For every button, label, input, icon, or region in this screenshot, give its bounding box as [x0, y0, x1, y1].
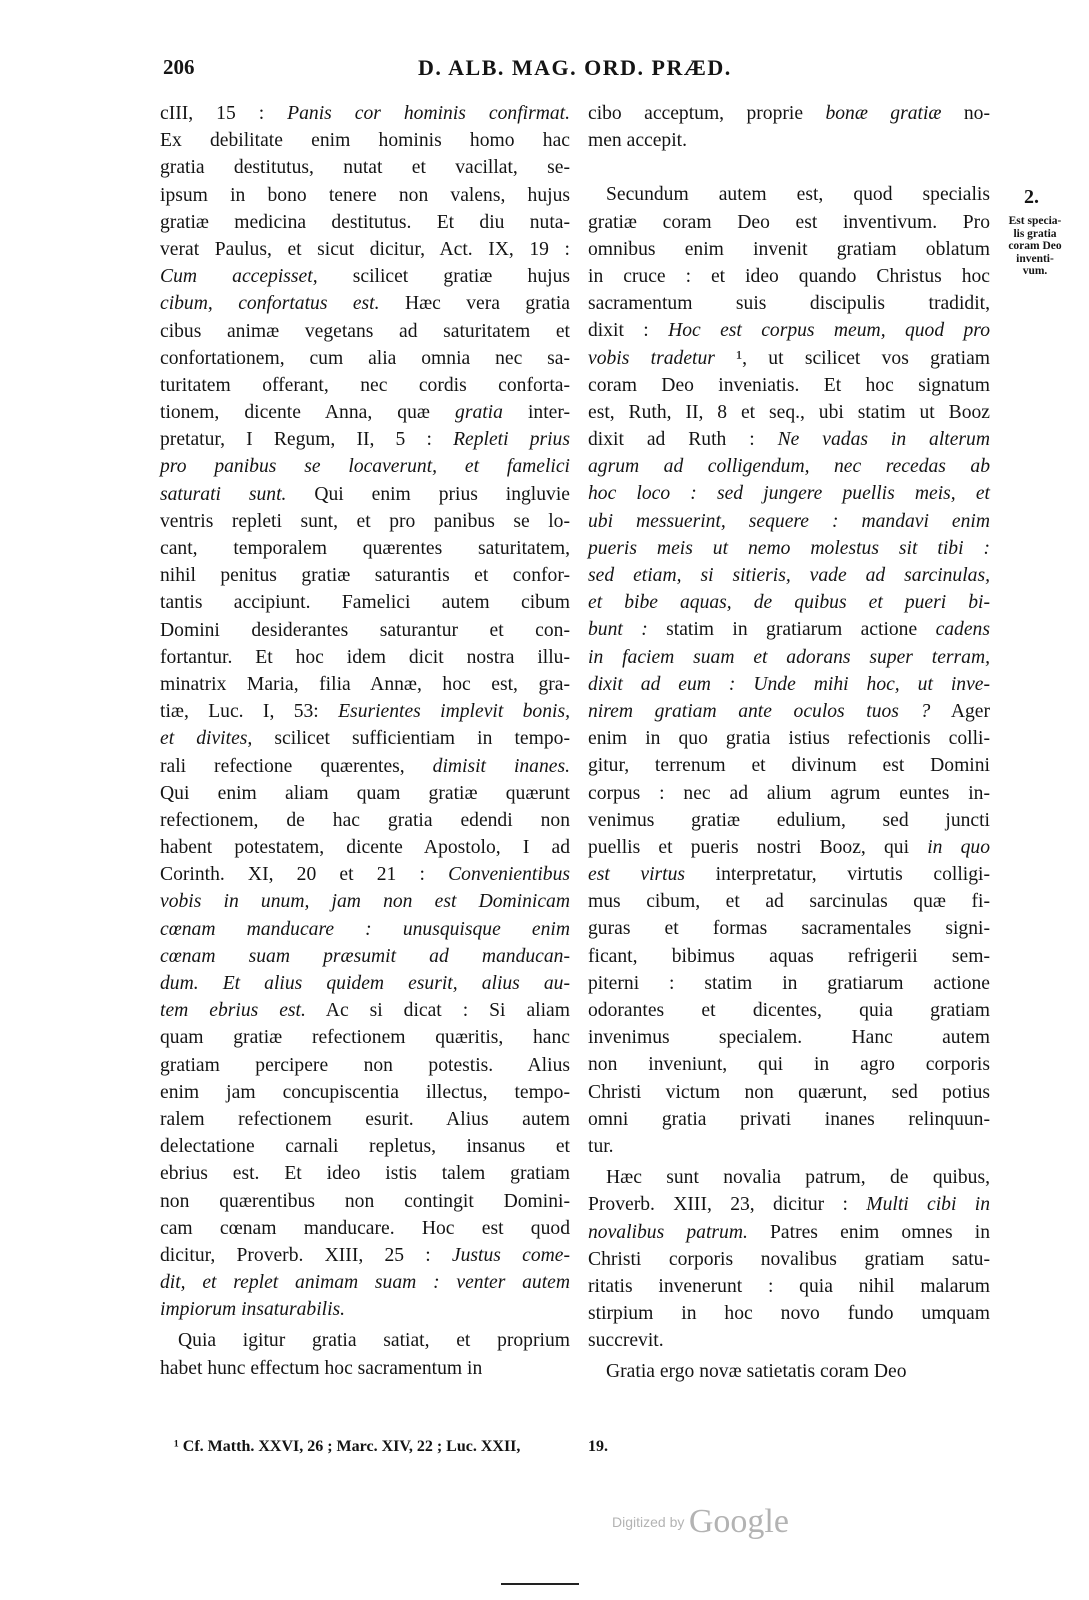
text-segment: coram Deo inveniatis. Et hoc signatum [588, 374, 990, 396]
bottom-rule [501, 1583, 579, 1585]
text-line [160, 263, 570, 290]
italic-text: Cum accepisset, [160, 266, 318, 288]
text-segment: scilicet sufficientiam in tempo- [252, 728, 570, 750]
italic-text: bonæ gratiæ [825, 103, 942, 124]
italic-text: tem ebrius est. [160, 1000, 306, 1022]
text-line [588, 1219, 990, 1246]
text-segment: omnibus enim invenit gratiam oblatum [588, 238, 990, 260]
text-line [160, 671, 570, 698]
text-line [160, 780, 570, 807]
text-line [160, 1052, 570, 1079]
text-segment: sacramentum suis discipulis tradidit, [588, 293, 990, 315]
text-segment: Qui enim aliam quam gratiæ quærunt [160, 782, 570, 804]
text-line [160, 753, 570, 780]
text-line [588, 562, 990, 589]
text-line [588, 888, 990, 915]
text-line [160, 1355, 570, 1382]
italic-text: vobis tradetur [588, 347, 715, 369]
text-line [160, 345, 570, 372]
text-line [588, 1358, 990, 1385]
text-segment: Christi corporis novalibus gratiam satu- [588, 1248, 990, 1270]
text-segment: no- [941, 103, 990, 124]
italic-text: Justus come- [451, 1244, 570, 1266]
text-segment: omni gratia privati inanes relinquun- [588, 1108, 990, 1130]
italic-text: ubi messuerint, sequere : mandavi enim [588, 510, 990, 532]
text-segment: non inveniunt, qui in agro corporis [588, 1054, 990, 1076]
text-segment: Ac si dicat : Si aliam [305, 1000, 570, 1022]
text-line [588, 535, 990, 562]
text-segment: cibo acceptum, proprie [588, 103, 826, 124]
text-line [588, 752, 990, 779]
text-line [160, 318, 570, 345]
text-segment: gratia destitutus, nutat et vacillat, se- [160, 157, 570, 179]
italic-text: Repleti prius [453, 429, 570, 451]
text-segment: dixit ad Ruth : [588, 429, 778, 451]
italic-text: Ne vadas in alterum [777, 429, 991, 451]
text-segment: tantis accipiunt. Famelici autem cibum [160, 592, 570, 614]
text-line [160, 698, 570, 725]
text-line [588, 317, 990, 344]
text-segment: odorantes et dicentes, quia gratiam [588, 1000, 990, 1021]
text-line [588, 1327, 990, 1354]
italic-text: gratia [455, 402, 503, 424]
text-line [160, 1133, 570, 1160]
italic-text: hoc loco : sed jungere puellis meis, et [588, 483, 990, 505]
text-segment: enim jam concupiscentia illectus, tempo- [160, 1081, 570, 1103]
text-line [160, 535, 570, 562]
text-line [588, 807, 990, 834]
italic-text: agrum ad colligendum, nec recedas ab [588, 456, 990, 478]
text-segment: Secundum autem est, quod specialis [606, 184, 990, 206]
text-segment: delectatione carnali repletus, insanus et [160, 1136, 570, 1158]
text-segment: guras et formas sacramentales signi- [588, 918, 990, 940]
italic-text: et divites, [160, 728, 253, 750]
text-segment: nihil penitus gratiæ saturantis et confor- [160, 565, 570, 587]
text-line [588, 1246, 990, 1273]
italic-text: dit, et replet animam suam : venter autem [160, 1272, 570, 1294]
text-line [160, 644, 570, 671]
text-segment: in cruce : et ideo quando Christus hoc [588, 265, 990, 287]
text-segment: tionem, dicente Anna, quæ [160, 402, 456, 424]
text-line [160, 399, 570, 426]
text-line [160, 997, 570, 1024]
text-segment: Patres enim omnes in [747, 1221, 990, 1243]
italic-text: in quo [927, 836, 991, 858]
italic-text: dixit ad eum : Unde mihi hoc, ut inve- [588, 673, 990, 695]
text-segment: interpretatur, virtutis colligi- [685, 864, 991, 886]
text-segment: cant, temporalem quærentes saturitatem, [160, 538, 570, 559]
text-segment: ventris repleti sunt, et pro panibus se lo- [160, 510, 570, 532]
text-line [160, 236, 570, 263]
text-line [160, 861, 570, 888]
italic-text: et bibe aquas, de quibus et pueri bi- [588, 592, 990, 614]
margin-note-line: lis gratia [1013, 227, 1057, 240]
text-segment: Qui enim prius ingluvie [286, 483, 570, 505]
text-segment: habent potestatem, dicente Apostolo, I ad [160, 837, 570, 859]
italic-text: est virtus [588, 864, 686, 886]
margin-note-line: vum. [1022, 265, 1048, 277]
text-segment: pretatur, I Regum, II, 5 : [160, 429, 454, 451]
text-segment: gratiam percipere non potestis. Alius [160, 1054, 570, 1076]
text-line [588, 236, 990, 263]
text-segment: Proverb. XIII, 23, dicitur : [588, 1194, 867, 1216]
text-line [160, 453, 570, 480]
text-segment: tiæ, Luc. I, 53: [160, 701, 339, 723]
left-text-column [160, 100, 570, 1382]
text-segment: Hæc sunt novalia patrum, de quibus, [606, 1167, 990, 1189]
text-line [160, 481, 570, 508]
text-segment: fortantur. Et hoc idem dicit nostra illu- [160, 646, 570, 668]
text-segment: piterni : statim in gratiarum actione [588, 972, 990, 994]
text-segment: ralem refectionem esurit. Alius autem [160, 1108, 570, 1130]
text-line [160, 1079, 570, 1106]
margin-note-line: coram Deo [1008, 240, 1062, 252]
italic-text: cadens [935, 619, 990, 641]
text-line [160, 290, 570, 317]
running-head: D. ALB. MAG. ORD. PRÆD. [418, 55, 732, 80]
text-segment: Hæc vera gratia [379, 293, 570, 315]
text-line [588, 1133, 990, 1160]
text-line [160, 127, 570, 154]
text-line [588, 1079, 990, 1106]
text-line [588, 644, 990, 671]
text-segment: Gratia ergo novæ satietatis coram Deo [606, 1361, 907, 1383]
italic-text: bunt : [588, 619, 648, 641]
text-line [588, 698, 990, 725]
footnote: ¹ Cf. Matth. XXVI, 26 ; Marc. XIV, 22 ; Luc. XXII, [174, 1438, 521, 1455]
text-line [588, 915, 990, 942]
text-line [160, 508, 570, 535]
text-line [160, 1106, 570, 1133]
margin-section-number: 2. [1024, 186, 1039, 208]
text-line [588, 100, 990, 127]
text-line [588, 1191, 990, 1218]
text-segment: scilicet gratiæ hujus [317, 266, 570, 288]
italic-text: saturati sunt. [160, 483, 287, 505]
italic-text: cibum, confortatus est. [160, 293, 380, 315]
text-line [588, 589, 990, 616]
signature-mark: 19. [588, 1438, 608, 1455]
text-line [588, 1300, 990, 1327]
text-line [160, 916, 570, 943]
text-line [588, 970, 990, 997]
page-header [0, 55, 1089, 85]
text-line [160, 1296, 570, 1323]
text-line [588, 725, 990, 752]
text-segment: Christi victum non quærunt, sed potius [588, 1081, 990, 1103]
text-line [160, 100, 570, 127]
text-line [588, 780, 990, 807]
italic-text: sed etiam, si sitieris, vade ad sarcinulas, [588, 565, 990, 586]
text-segment: venimus gratiæ edulium, sed juncti [588, 809, 990, 831]
text-line [160, 182, 570, 209]
text-line [160, 562, 570, 589]
text-line [588, 508, 990, 535]
italic-text: cœnam manducare : unusquisque enim [160, 918, 570, 940]
text-segment: mus cibum, et ad sarcinulas quæ fi- [588, 891, 990, 913]
text-segment: enim in quo gratia istius refectionis colli- [588, 728, 990, 750]
text-segment: inter- [502, 402, 571, 424]
text-segment: gitur, terrenum et divinum est Domini [588, 755, 990, 777]
text-line [160, 589, 570, 616]
text-line [588, 834, 990, 861]
text-line [160, 1242, 570, 1269]
italic-text: Hoc est corpus meum, quod pro [668, 320, 990, 342]
text-segment: ¹, ut scilicet vos gratiam [714, 347, 991, 369]
text-segment: tur. [588, 1135, 614, 1157]
text-line [588, 616, 990, 643]
text-segment: minatrix Maria, filia Annæ, hoc est, gra- [160, 673, 570, 695]
text-segment: Corinth. XI, 20 et 21 : [160, 864, 449, 886]
italic-text: Panis cor hominis confirmat. [287, 103, 570, 124]
text-line [588, 181, 990, 208]
text-segment: quam gratiæ refectionem quæritis, hanc [160, 1027, 570, 1049]
text-line [588, 290, 990, 317]
text-segment: cam cœnam manducare. Hoc est quod [160, 1217, 570, 1239]
italic-text: nirem gratiam ante oculos tuos ? [588, 700, 931, 722]
text-line [160, 970, 570, 997]
italic-text: dum. Et alius quidem esurit, alius au- [160, 973, 570, 994]
italic-text: pueris meis ut nemo molestus sit tibi : [588, 537, 990, 559]
text-segment: dixit : [588, 320, 669, 342]
text-segment: ficant, bibimus aquas refrigerii sem- [588, 945, 990, 967]
margin-note-line: inventi- [1016, 252, 1054, 265]
italic-text: pro panibus se locaverunt, et famelici [160, 456, 570, 478]
text-line [160, 1160, 570, 1187]
text-segment: cibus animæ vegetans ad saturitatem et [160, 320, 570, 342]
text-segment: gratiæ medicina destitutus. Et diu nuta- [160, 211, 570, 233]
text-line [588, 426, 990, 453]
text-segment: turitatem offerant, nec cordis conforta- [160, 374, 570, 396]
text-segment: dicitur, Proverb. XIII, 25 : [160, 1244, 452, 1266]
text-segment: ritatis invenerunt : quia nihil malarum [588, 1275, 990, 1297]
text-line [588, 861, 990, 888]
text-line [588, 671, 990, 698]
text-segment: invenimus specialem. Hanc autem [588, 1027, 990, 1049]
text-segment: gratiæ coram Deo est inventivum. Pro [588, 211, 990, 233]
italic-text: Multi cibi in [866, 1194, 990, 1216]
text-line [160, 725, 570, 752]
text-segment: statim in gratiarum actione [647, 619, 936, 641]
text-line [588, 345, 990, 372]
text-segment: Ager [930, 700, 990, 722]
text-line [160, 834, 570, 861]
text-segment: cIII, 15 : [160, 103, 288, 124]
text-line [588, 997, 990, 1024]
text-line [160, 1024, 570, 1051]
italic-text: vobis in unum, jam non est Dominicam [160, 891, 570, 913]
text-segment: est, Ruth, II, 8 et seq., ubi statim ut Booz [588, 401, 990, 423]
italic-text: Esurientes implevit bonis, [338, 701, 570, 723]
text-segment: stirpium in hoc novo fundo umquam [588, 1303, 990, 1325]
text-line [588, 372, 990, 399]
italic-text: Convenientibus [448, 864, 570, 886]
text-segment: ipsum in bono tenere non valens, hujus [160, 184, 570, 206]
digitized-watermark [612, 1503, 789, 1541]
text-line [160, 154, 570, 181]
digitized-by-label: Digitized by [612, 1514, 685, 1530]
text-line [588, 1024, 990, 1051]
margin-note-line: Est specia- [1008, 215, 1062, 227]
text-segment: Ex debilitate enim hominis homo hac [160, 130, 570, 152]
margin-note [995, 215, 1075, 278]
text-line [160, 1215, 570, 1242]
text-line [588, 209, 990, 236]
text-line [160, 1327, 570, 1354]
italic-text: in faciem suam et adorans super terram, [588, 646, 990, 668]
text-segment: non quærentibus non contingit Domini- [160, 1190, 570, 1212]
text-line [160, 807, 570, 834]
text-segment: rali refectione quærentes, [160, 755, 433, 777]
text-line [160, 888, 570, 915]
text-segment: corpus : nec ad alium agrum euntes in- [588, 782, 990, 804]
text-segment: succrevit. [588, 1330, 664, 1352]
text-segment: confortationem, cum alia omnia nec sa- [160, 347, 570, 369]
text-line [160, 1269, 570, 1296]
text-line [588, 1051, 990, 1078]
paragraph-gap [588, 154, 990, 181]
page-number: 206 [163, 55, 195, 79]
text-line [588, 453, 990, 480]
italic-text: impiorum insaturabilis. [160, 1299, 346, 1321]
google-logo: Google [688, 1503, 789, 1540]
text-segment: puellis et pueris nostri Booz, qui [588, 836, 928, 858]
text-segment: refectionem, de hac gratia edendi non [160, 809, 570, 831]
text-line [160, 426, 570, 453]
italic-text: cœnam suam præsumit ad manducan- [160, 945, 570, 967]
text-line [588, 943, 990, 970]
italic-text: novalibus patrum. [588, 1221, 748, 1243]
text-line [588, 1164, 990, 1191]
text-line [588, 480, 990, 507]
text-segment: Domini desiderantes saturantur et con- [160, 619, 570, 641]
text-line [160, 943, 570, 970]
text-segment: Quia igitur gratia satiat, et proprium [178, 1330, 570, 1352]
text-line [588, 1273, 990, 1300]
text-segment: ebrius est. Et ideo istis talem gratiam [160, 1163, 570, 1185]
text-line [588, 399, 990, 426]
text-line [160, 372, 570, 399]
text-line [160, 1188, 570, 1215]
text-line [588, 263, 990, 290]
text-line [588, 1106, 990, 1133]
text-segment: habet hunc effectum hoc sacramentum in [160, 1357, 483, 1379]
text-segment: verat Paulus, et sicut dicitur, Act. IX, 19 : [160, 238, 570, 260]
right-text-column [588, 100, 990, 1386]
text-line [588, 127, 990, 154]
text-line [160, 209, 570, 236]
text-line [160, 617, 570, 644]
text-segment: men accepit. [588, 130, 688, 152]
italic-text: dimisit inanes. [432, 755, 570, 777]
